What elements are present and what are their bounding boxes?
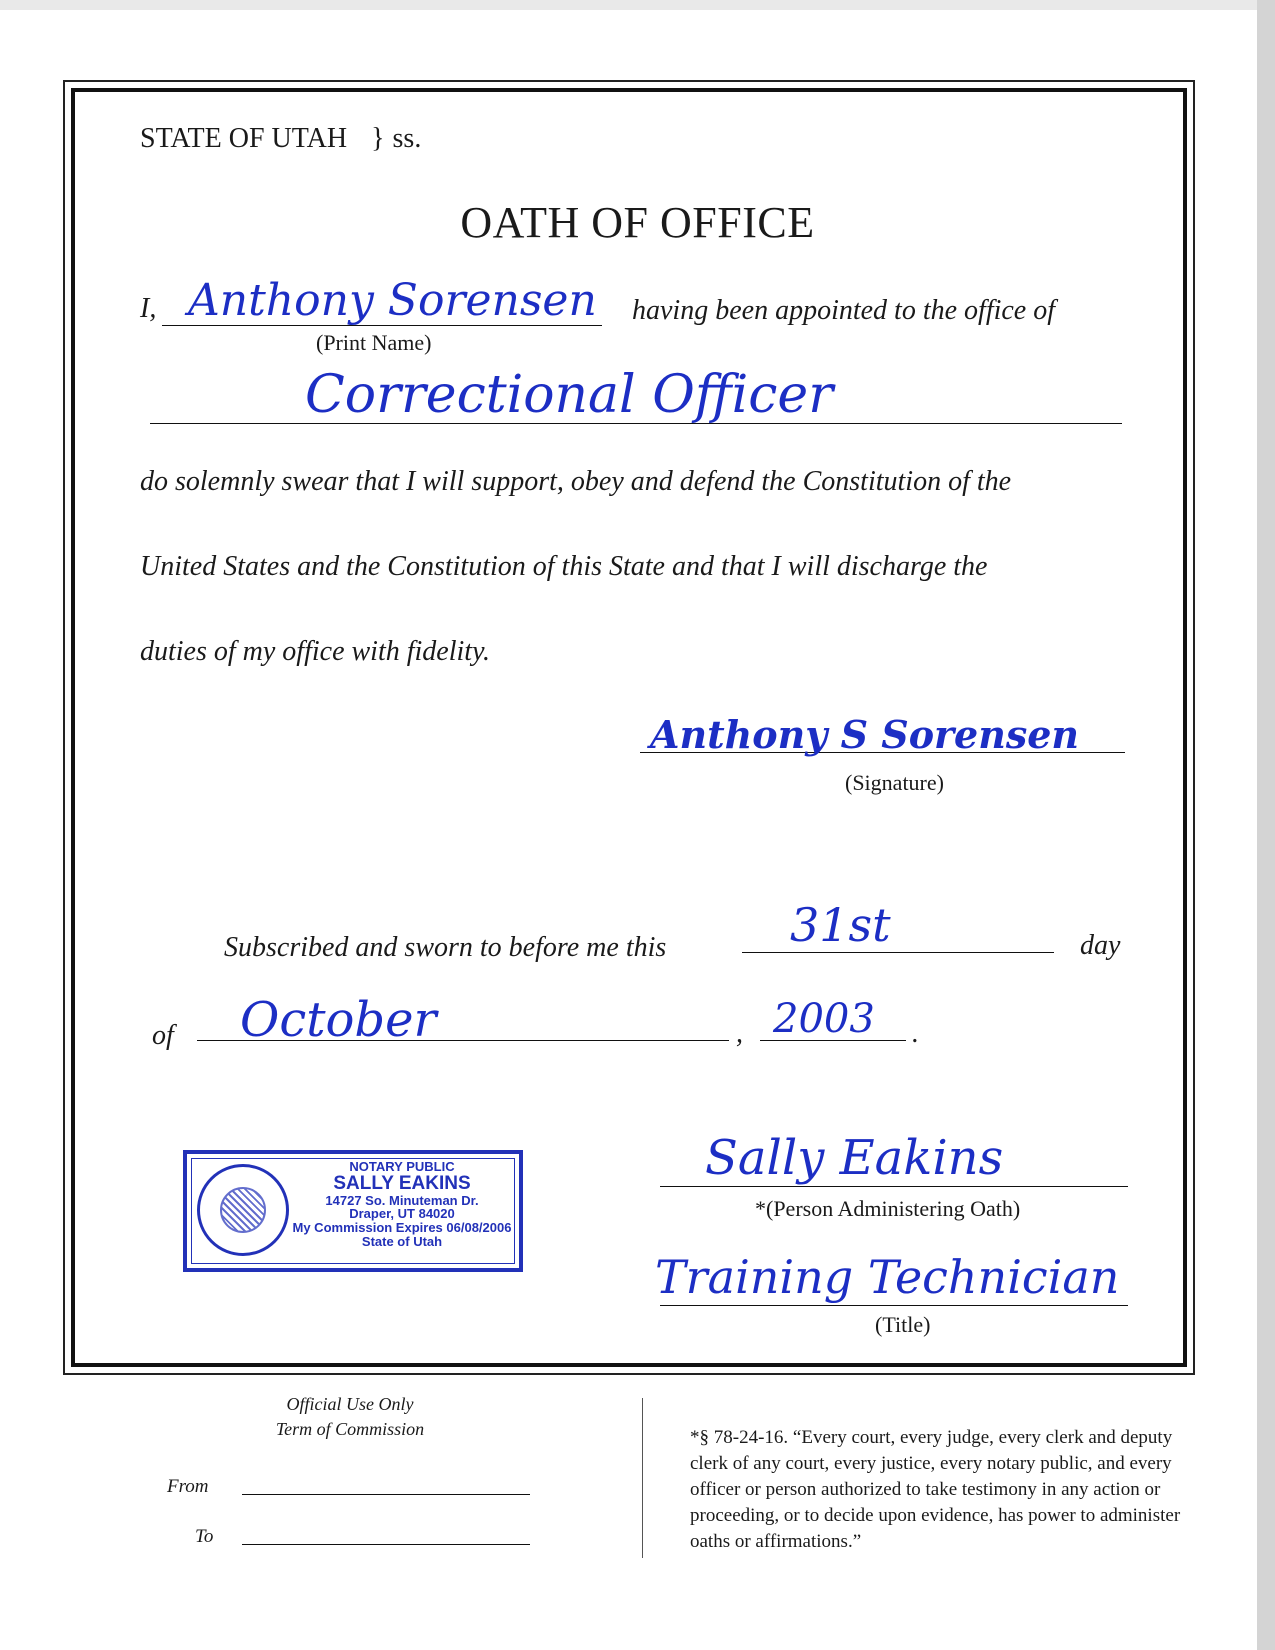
month-field[interactable]: October — [240, 992, 437, 1048]
oath-body-line-2: United States and the Constitution of this State and that I will discharge the — [140, 551, 988, 582]
print-name-field[interactable]: Anthony Sorensen — [188, 275, 597, 326]
administrator-caption: *(Person Administering Oath) — [755, 1196, 1021, 1221]
administrator-signature-field[interactable]: Sally Eakins — [705, 1130, 1004, 1186]
signature-field[interactable]: Anthony S Sorensen — [650, 712, 1080, 757]
i-prefix: I, — [140, 293, 157, 324]
from-line[interactable] — [242, 1494, 530, 1495]
title-field[interactable]: Training Technician — [655, 1250, 1120, 1304]
appointed-text: having been appointed to the office of — [632, 295, 1056, 326]
period: . — [912, 1018, 919, 1049]
stamp-commission: My Commission Expires 06/08/2006 — [292, 1219, 512, 1235]
oath-body-line-1: do solemnly swear that I will support, obey and defend the Constitution of the — [140, 466, 1012, 497]
comma: , — [736, 1018, 743, 1049]
stamp-state: State of Utah — [361, 1233, 443, 1249]
notary-stamp — [183, 1150, 523, 1272]
day-field[interactable]: 31st — [790, 898, 891, 952]
stamp-text — [292, 1160, 512, 1248]
stamp-city: Draper, UT 84020 — [349, 1206, 455, 1222]
day-label: day — [1080, 930, 1121, 961]
oath-body-line-3: duties of my office with fidelity. — [140, 636, 490, 667]
seal-emblem-icon — [220, 1187, 266, 1233]
state-seal-icon — [197, 1164, 289, 1256]
office-field[interactable]: Correctional Officer — [305, 365, 834, 425]
to-label: To — [195, 1526, 214, 1547]
form-title: OATH OF OFFICE — [460, 198, 815, 247]
from-label: From — [167, 1476, 209, 1497]
print-name-caption: (Print Name) — [316, 330, 432, 355]
ss-label: ss. — [392, 123, 422, 154]
official-use-label: Official Use Only — [286, 1394, 414, 1414]
title-caption: (Title) — [875, 1312, 931, 1337]
title-line — [660, 1305, 1128, 1306]
to-line[interactable] — [242, 1544, 530, 1545]
administrator-line — [660, 1186, 1128, 1187]
page-top-edge — [0, 0, 1275, 10]
stamp-address: 14727 So. Minuteman Dr. — [325, 1192, 479, 1208]
official-use-heading — [200, 1392, 500, 1442]
brace: } — [371, 123, 385, 154]
state-name: STATE OF UTAH — [140, 123, 348, 154]
statute-footnote: *§ 78-24-16. “Every court, every judge, every clerk and deputy clerk of any court, every justice, every notary public, and every officer or person authorized to take testimony in any action or proceeding, or to decide upon evidence, has power to administer oaths or affirmations.” — [690, 1427, 1181, 1552]
column-divider — [642, 1398, 643, 1558]
signature-caption: (Signature) — [845, 770, 944, 795]
venue-line — [140, 123, 421, 155]
stamp-notary-name: SALLY EAKINS — [333, 1172, 471, 1194]
of-label: of — [152, 1020, 174, 1051]
term-of-commission-label: Term of Commission — [275, 1419, 425, 1439]
year-field[interactable]: 2003 — [773, 996, 875, 1042]
stamp-notary-label: NOTARY PUBLIC — [349, 1159, 455, 1174]
sworn-text: Subscribed and sworn to before me this — [224, 932, 667, 963]
day-line — [742, 952, 1054, 953]
